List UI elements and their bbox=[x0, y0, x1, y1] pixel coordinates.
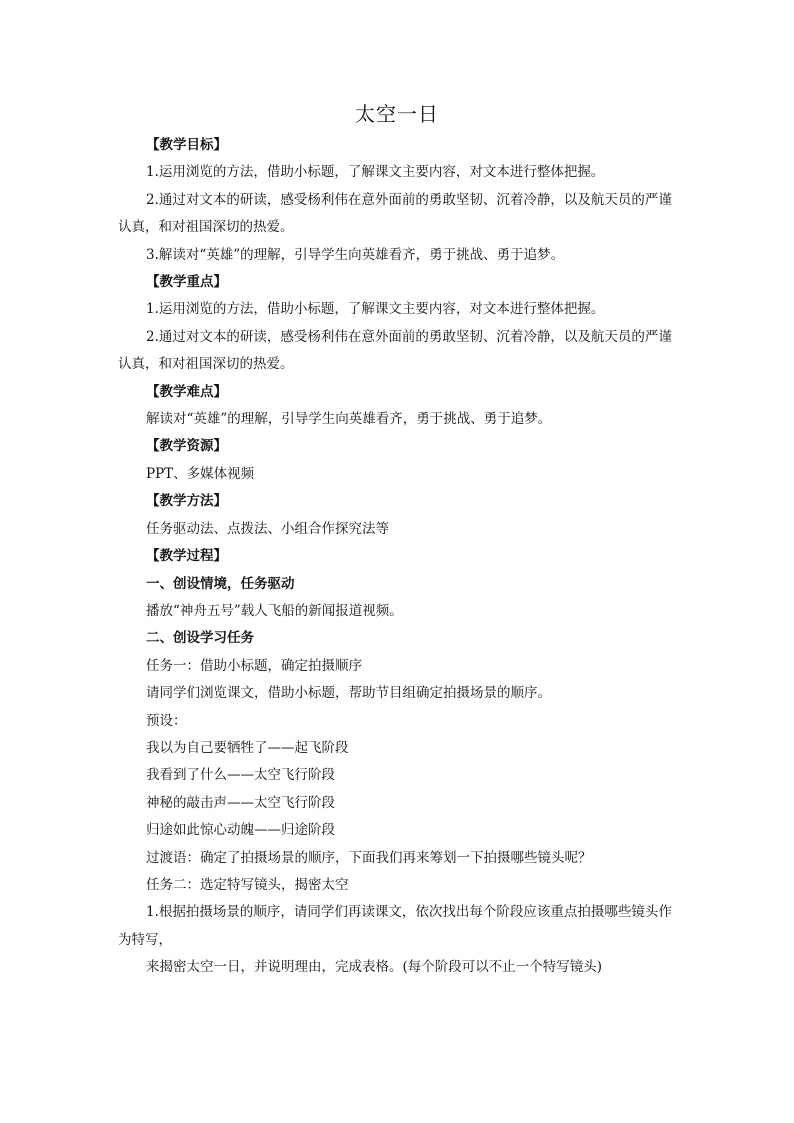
transition-text: 过渡语：确定了拍摄场景的顺序，下面我们再来筹划一下拍摄哪些镜头呢？ bbox=[146, 849, 592, 866]
objective-2: 2.通过对文本的研读，感受杨利伟在意外面前的勇敢坚韧、沉着冷静，以及航天员的严谨认真，和对祖国深切的热爱。 bbox=[118, 191, 672, 236]
key-point-1: 1.运用浏览的方法，借助小标题，了解课文主要内容，对文本进行整体把握。 bbox=[146, 301, 605, 318]
task-1: 任务一：借助小标题，确定拍摄顺序 bbox=[146, 657, 362, 674]
preset-label: 预设： bbox=[146, 712, 187, 729]
task-1-instruction: 请同学们浏览课文，借助小标题，帮助节目组确定拍摄场景的顺序。 bbox=[146, 685, 551, 702]
task-2-item-2: 来揭密太空一日，并说明理由，完成表格。(每个阶段可以不止一个特写镜头) bbox=[146, 959, 603, 976]
stage-1: 我以为自己要牺牲了——起飞阶段 bbox=[146, 739, 349, 756]
methods-text: 任务驱动法、点拨法、小组合作探究法等 bbox=[146, 520, 389, 537]
stage-2: 我看到了什么——太空飞行阶段 bbox=[146, 767, 335, 784]
document-body bbox=[118, 132, 678, 982]
key-points-heading: 【教学重点】 bbox=[146, 274, 227, 291]
difficulty-heading: 【教学难点】 bbox=[146, 383, 227, 400]
difficulty-text: 解读对“英雄”的理解，引导学生向英雄看齐，勇于挑战、勇于追梦。 bbox=[146, 411, 552, 428]
step-2-heading: 二、创设学习任务 bbox=[146, 630, 254, 647]
objectives-heading: 【教学目标】 bbox=[146, 137, 227, 153]
objective-1: 1.运用浏览的方法，借助小标题，了解课文主要内容，对文本进行整体把握。 bbox=[146, 164, 605, 181]
document-title: 太空一日 bbox=[355, 102, 439, 126]
resources-heading: 【教学资源】 bbox=[146, 438, 227, 455]
methods-heading: 【教学方法】 bbox=[146, 493, 227, 510]
stage-3: 神秘的敲击声——太空飞行阶段 bbox=[146, 794, 335, 811]
step-1-text: 播放“神舟五号”载人飞船的新闻报道视频。 bbox=[146, 602, 403, 619]
stage-4: 归途如此惊心动魄——归途阶段 bbox=[146, 822, 335, 839]
resources-text: PPT、多媒体视频 bbox=[146, 465, 255, 482]
step-1-heading: 一、创设情境，任务驱动 bbox=[146, 575, 295, 592]
task-2-item-1: 1.根据拍摄场景的顺序，请同学们再读课文，依次找出每个阶段应该重点拍摄哪些镜头作为特写， bbox=[118, 904, 672, 948]
process-heading: 【教学过程】 bbox=[146, 548, 227, 565]
task-2: 任务二：选定特写镜头，揭密太空 bbox=[146, 876, 349, 893]
objective-3: 3.解读对“英雄”的理解，引导学生向英雄看齐，勇于挑战、勇于追梦。 bbox=[146, 246, 565, 263]
key-point-2: 2.通过对文本的研读，感受杨利伟在意外面前的勇敢坚韧、沉着冷静，以及航天员的严谨认真，和对祖国深切的热爱。 bbox=[118, 328, 672, 373]
